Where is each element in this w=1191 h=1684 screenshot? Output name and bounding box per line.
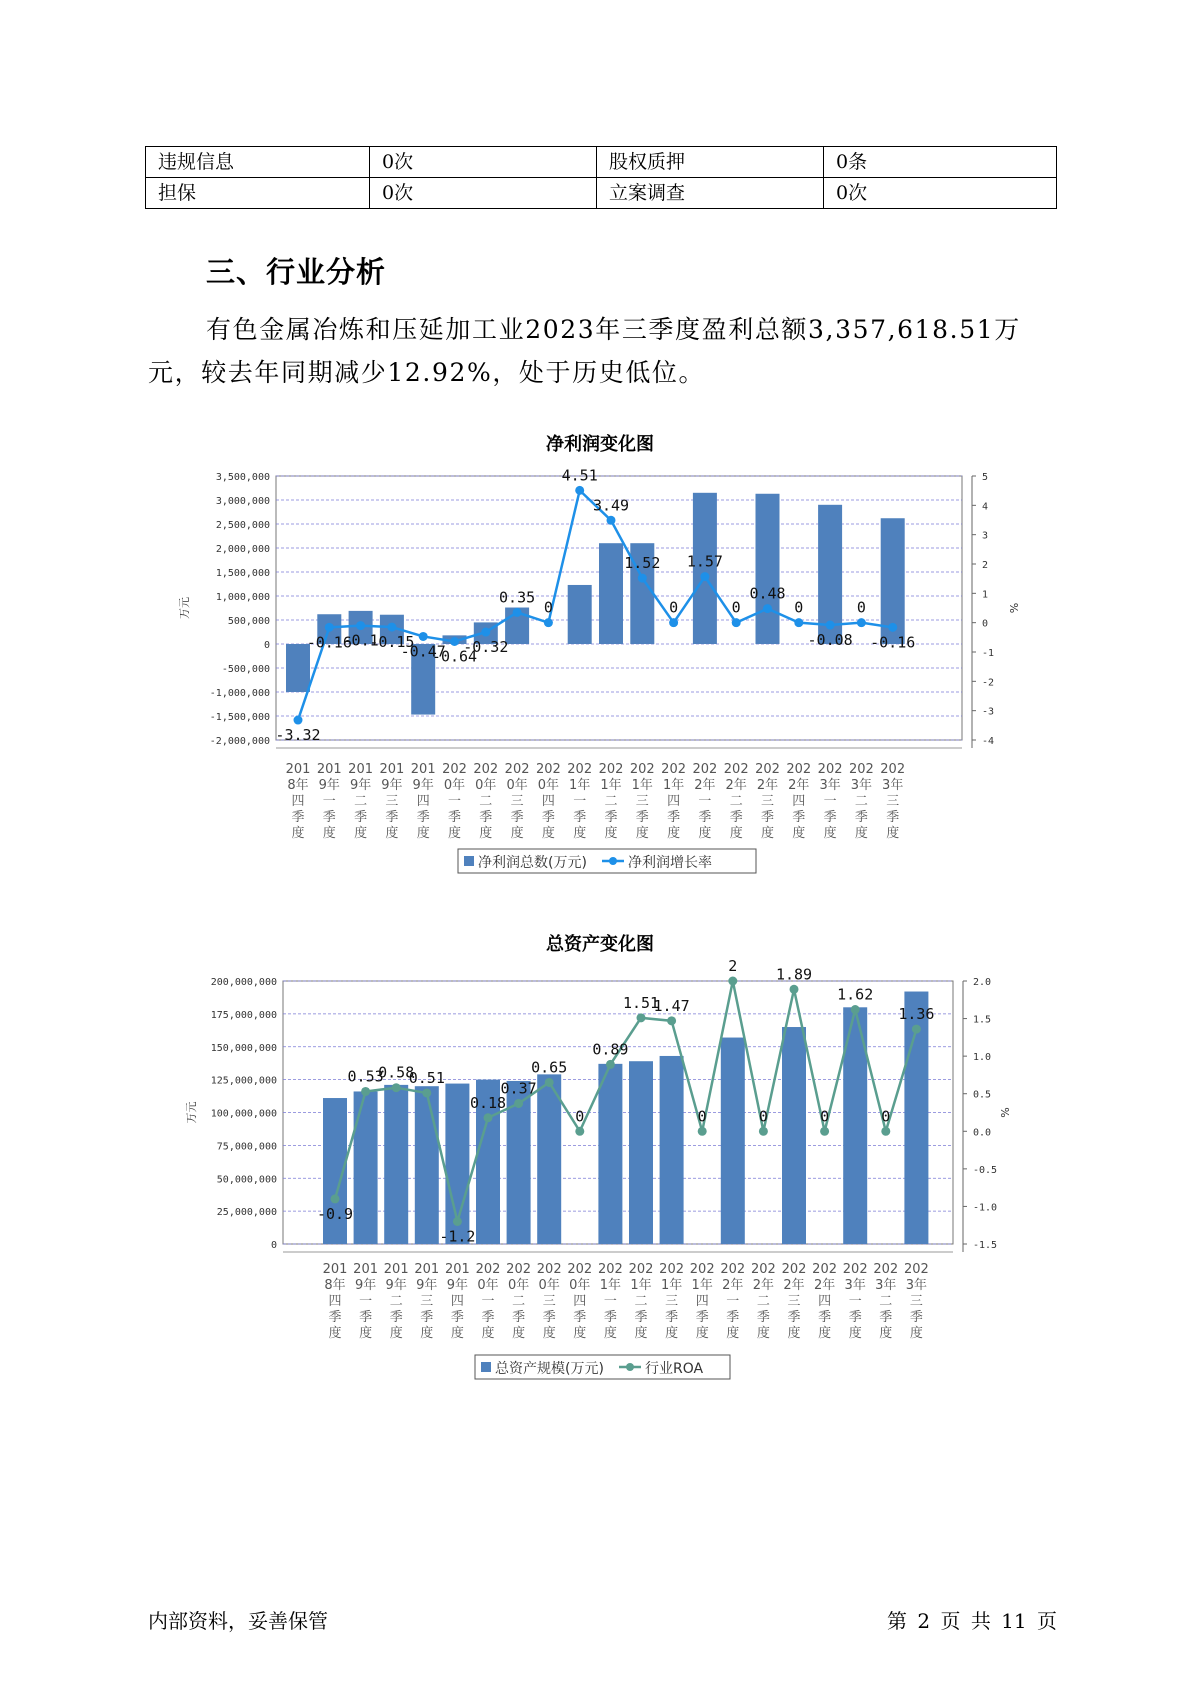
bar <box>629 1061 653 1244</box>
data-point <box>575 1127 584 1136</box>
data-label: -1.2 <box>439 1227 476 1246</box>
footer-confidential-note: 内部资料，妥善保管 <box>148 1609 328 1633</box>
data-label: 3.49 <box>592 496 630 515</box>
data-point <box>728 977 737 986</box>
x-tick-label: 202 0年四季度 <box>535 762 561 841</box>
y-tick-label: 175,000,000 <box>210 1009 277 1021</box>
x-tick-label: 202 0年二季度 <box>473 762 499 841</box>
x-tick-label: 202 2年四季度 <box>786 762 812 841</box>
y2-tick-label: -4 <box>982 736 995 747</box>
section-heading: 三、行业分析 <box>206 255 387 289</box>
y2-tick-label: 2 <box>982 560 989 571</box>
data-label: 0.48 <box>749 584 786 603</box>
data-point <box>912 1025 921 1034</box>
y-tick-label: 75,000,000 <box>216 1141 277 1153</box>
x-tick-label: 201 9年四季度 <box>410 762 436 841</box>
y-axis-unit-label: 万元 <box>185 1101 198 1124</box>
y-axis-unit-label: 万元 <box>178 597 191 619</box>
data-point <box>851 1005 860 1014</box>
data-label: 0.89 <box>592 1040 629 1059</box>
y2-axis-unit-label: % <box>1007 602 1020 614</box>
data-point <box>422 1088 431 1097</box>
y-tick-label: 50,000,000 <box>216 1174 277 1186</box>
data-point <box>698 1127 707 1136</box>
data-point <box>392 1083 401 1092</box>
data-label: 0 <box>881 1107 891 1126</box>
data-label: 0.53 <box>347 1067 384 1086</box>
bar <box>537 1074 561 1244</box>
industry-analysis-paragraph: 有色金属冶炼和压延加工业2023年三季度盈利总额3,357,618.51万元，较去年同期减少12.92%，处于历史低位。 <box>148 315 1021 387</box>
data-label: -0.16 <box>306 633 352 652</box>
bar <box>384 1085 408 1244</box>
y-tick-label: -1,000,000 <box>209 688 270 699</box>
x-tick-label: 202 2年二季度 <box>750 1262 776 1341</box>
data-label: 2 <box>728 957 738 975</box>
net-profit-chart-title: 净利润变化图 <box>546 434 654 455</box>
y2-tick-label: -3 <box>982 706 995 718</box>
y-tick-label: 2,000,000 <box>215 544 270 555</box>
x-tick-label: 202 2年二季度 <box>723 762 749 841</box>
y-tick-label: -2,000,000 <box>209 736 270 747</box>
legend-line-marker <box>626 1363 634 1371</box>
x-tick-label: 201 9年一季度 <box>353 1262 379 1341</box>
y2-tick-label: 1 <box>982 589 989 601</box>
table-cell: 立案调查 <box>597 178 824 209</box>
y-tick-label: -1,500,000 <box>209 712 270 723</box>
y-tick-label: 100,000,000 <box>210 1108 277 1120</box>
y2-tick-label: 0.5 <box>973 1089 992 1101</box>
table-cell: 0次 <box>824 178 1057 209</box>
y2-tick-label: 0.0 <box>973 1127 992 1139</box>
data-label: 0 <box>543 598 553 617</box>
bar <box>598 1064 622 1244</box>
data-label: 1.62 <box>837 985 874 1004</box>
legend-line-label: 行业ROA <box>645 1361 704 1377</box>
data-point <box>820 1127 829 1136</box>
data-label: -0.9 <box>316 1204 354 1223</box>
x-tick-label: 201 9年三季度 <box>379 762 405 841</box>
data-label: -3.32 <box>275 726 321 745</box>
data-label: 0.51 <box>408 1068 445 1087</box>
table-cell: 担保 <box>146 178 370 209</box>
data-point <box>514 1099 523 1108</box>
y-tick-label: 1,500,000 <box>215 568 270 579</box>
y-tick-label: 0 <box>270 1240 277 1251</box>
x-tick-label: 201 9年一季度 <box>316 762 342 841</box>
x-tick-label: 202 3年三季度 <box>880 762 906 841</box>
x-tick-label: 202 2年三季度 <box>755 762 780 841</box>
data-label: 1.36 <box>898 1005 935 1024</box>
x-tick-label: 202 3年二季度 <box>873 1262 899 1341</box>
y-tick-label: 500,000 <box>227 616 270 627</box>
x-tick-label: 201 9年二季度 <box>383 1262 409 1341</box>
y2-tick-label: 1.0 <box>973 1052 992 1064</box>
x-tick-label: 202 0年一季度 <box>475 1262 501 1341</box>
legend-line-label: 净利润增长率 <box>628 855 712 871</box>
x-tick-label: 201 9年二季度 <box>348 762 374 841</box>
data-label: 0.58 <box>378 1063 415 1082</box>
data-label: -0.1 <box>342 631 379 650</box>
total-assets-chart-title: 总资产变化图 <box>546 934 654 955</box>
x-tick-label: 202 3年二季度 <box>848 762 874 841</box>
legend-bar-label: 总资产规模(万元) <box>495 1361 604 1377</box>
data-point <box>790 985 799 994</box>
data-point <box>484 1113 493 1122</box>
y2-tick-label: 4 <box>982 501 989 513</box>
y2-axis-unit-label: % <box>998 1107 1011 1118</box>
bar <box>415 1086 439 1244</box>
table-cell: 0次 <box>370 147 597 178</box>
y2-tick-label: 5 <box>982 472 989 483</box>
x-tick-label: 202 3年三季度 <box>903 1262 929 1341</box>
data-point <box>331 1194 340 1203</box>
data-label: -0.15 <box>369 633 415 652</box>
data-label: 1.51 <box>622 993 660 1012</box>
data-label: 0 <box>856 598 866 617</box>
x-tick-label: 202 1年二季度 <box>598 762 624 841</box>
x-tick-label: 201 9年四季度 <box>444 1262 470 1341</box>
y2-tick-label: 0 <box>982 618 989 630</box>
table-cell: 违规信息 <box>146 147 370 178</box>
x-tick-label: 201 9年三季度 <box>414 1262 440 1341</box>
table-cell: 0次 <box>370 178 597 209</box>
table-cell: 0条 <box>824 147 1057 178</box>
x-tick-label: 202 2年一季度 <box>720 1262 746 1341</box>
table-cell: 股权质押 <box>597 147 824 178</box>
y2-tick-label: 2.0 <box>973 977 992 988</box>
x-tick-label: 202 3年一季度 <box>817 762 843 841</box>
x-tick-label: 201 8年四季度 <box>285 762 311 841</box>
x-tick-label: 202 0年四季度 <box>567 1262 593 1341</box>
x-tick-label: 202 0年三季度 <box>536 1262 562 1341</box>
y-tick-label: 25,000,000 <box>216 1207 277 1219</box>
data-label: 1.47 <box>653 996 690 1015</box>
bar <box>354 1091 378 1244</box>
data-label: 0 <box>697 1107 707 1126</box>
x-tick-label: 202 1年四季度 <box>661 762 687 841</box>
data-label: 1.52 <box>624 554 661 573</box>
x-tick-label: 202 1年一季度 <box>597 1262 623 1341</box>
x-tick-label: 202 1年二季度 <box>628 1262 654 1341</box>
data-label: 0 <box>669 598 679 617</box>
y2-tick-label: -1.0 <box>973 1202 998 1214</box>
x-tick-label: 202 0年三季度 <box>504 762 530 841</box>
data-point <box>637 1013 646 1022</box>
data-point <box>453 1217 462 1226</box>
y-tick-label: 1,000,000 <box>215 592 270 603</box>
y2-tick-label: 3 <box>982 530 989 542</box>
data-label: 0 <box>794 598 804 617</box>
x-tick-label: 202 1年三季度 <box>659 1262 685 1341</box>
data-point <box>759 1127 768 1136</box>
bar <box>782 1027 806 1244</box>
data-point <box>545 1078 554 1087</box>
y2-tick-label: 1.5 <box>973 1014 992 1026</box>
y-tick-label: 3,500,000 <box>215 472 270 483</box>
data-label: 0.37 <box>500 1079 537 1098</box>
x-tick-label: 202 0年一季度 <box>442 762 467 841</box>
y2-tick-label: -0.5 <box>973 1164 998 1176</box>
y-tick-label: 0 <box>263 640 270 651</box>
data-label: 0 <box>575 1107 585 1126</box>
data-label: 1.89 <box>775 965 813 984</box>
legend-bar-swatch <box>481 1362 491 1372</box>
data-point <box>667 1016 676 1025</box>
y-tick-label: -500,000 <box>221 664 270 675</box>
data-label: 0.18 <box>469 1093 507 1112</box>
y2-tick-label: -2 <box>982 677 995 689</box>
data-label: 4.51 <box>561 466 598 485</box>
data-label: 0 <box>731 598 741 617</box>
data-label: -0.16 <box>870 633 916 652</box>
x-tick-label: 201 8年四季度 <box>322 1262 348 1341</box>
y-tick-label: 2,500,000 <box>215 520 270 531</box>
x-tick-label: 202 2年四季度 <box>812 1262 838 1341</box>
footer-page-number: 第 2 页 共 11 页 <box>887 1609 1057 1633</box>
x-tick-label: 202 3年一季度 <box>842 1262 868 1341</box>
x-tick-label: 202 2年三季度 <box>781 1262 807 1341</box>
y-tick-label: 200,000,000 <box>210 977 277 988</box>
data-label: 0 <box>820 1107 830 1126</box>
legend-bar-label: 净利润总数(万元) <box>478 855 587 871</box>
data-label: -0.47 <box>400 642 446 661</box>
y2-tick-label: -1 <box>982 648 995 659</box>
bar <box>721 1038 745 1244</box>
data-label: 0 <box>758 1107 768 1126</box>
x-tick-label: 202 2年一季度 <box>692 762 718 841</box>
data-label: -0.32 <box>463 638 509 657</box>
x-tick-label: 202 1年四季度 <box>689 1262 715 1341</box>
data-label: 0.65 <box>531 1058 568 1077</box>
bar <box>660 1056 684 1244</box>
x-tick-label: 202 0年二季度 <box>506 1262 532 1341</box>
x-tick-label: 202 1年三季度 <box>629 762 655 841</box>
y2-tick-label: -1.5 <box>973 1240 998 1251</box>
x-tick-label: 202 1年一季度 <box>567 762 593 841</box>
data-label: -0.08 <box>807 631 853 650</box>
data-point <box>361 1087 370 1096</box>
data-point <box>881 1127 890 1136</box>
data-label: 1.57 <box>686 552 723 571</box>
data-point <box>606 1060 615 1069</box>
y-tick-label: 3,000,000 <box>215 496 270 507</box>
y-tick-label: 125,000,000 <box>210 1075 277 1087</box>
data-label: 0.35 <box>499 588 536 607</box>
data-label: -0.64 <box>431 647 478 666</box>
y-tick-label: 150,000,000 <box>210 1042 277 1054</box>
